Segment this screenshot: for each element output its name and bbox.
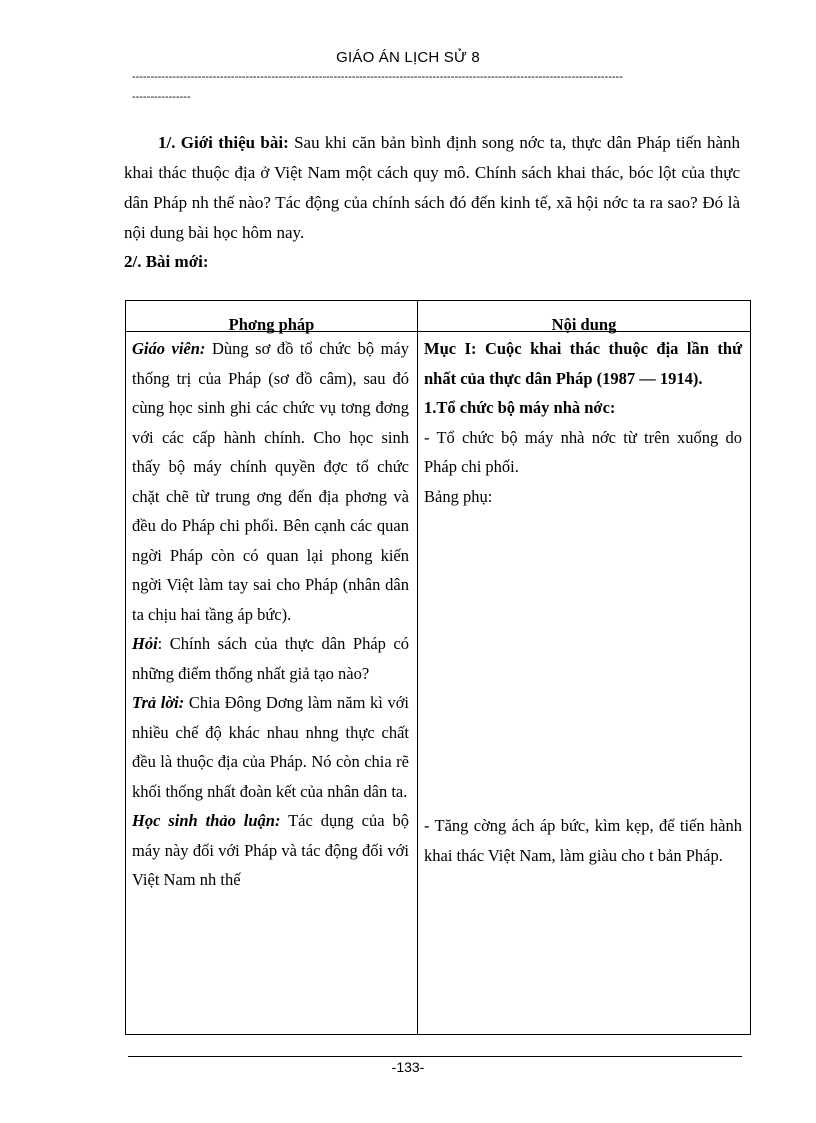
lesson-introduction: [124, 128, 740, 248]
content-cell: [418, 332, 751, 1035]
page-number: -133-: [391, 1059, 425, 1075]
teacher-label: Giáo viên:: [132, 339, 206, 358]
subsection-heading: 1.Tổ chức bộ máy nhà nớc:: [424, 398, 616, 417]
answer-paragraph: [132, 688, 409, 806]
content-bullet: - Tăng cờng ách áp bức, kìm kẹp, để tiến hành khai thác Việt Nam, làm giàu cho t bản Pháp.: [424, 816, 742, 865]
teacher-paragraph: [132, 334, 409, 629]
header-separator-continuation: ----------------: [132, 91, 191, 103]
new-lesson-heading: 2/. Bài mới:: [124, 252, 209, 271]
discussion-label: Học sinh thảo luận:: [132, 811, 281, 830]
answer-text: Chia Đông Dơng làm năm kì với nhiều chế độ khác nhau nhng thực chất đều là thuộc địa của Pháp. Nó còn chia rẽ khối thống nhất đoàn kết của nhân dân ta.: [132, 693, 410, 801]
question-label: Hỏi: [132, 634, 158, 653]
discussion-text: Tác dụng của bộ máy này đối với Pháp và tác động đối với Việt Nam nh thế: [132, 811, 409, 889]
content-bullet: - Tổ chức bộ máy nhà nớc từ trên xuống do Pháp chi phối.: [424, 427, 742, 476]
question-text: : Chính sách của thực dân Pháp có những điểm thống nhất giả tạo nào?: [132, 634, 409, 683]
discussion-paragraph: [132, 806, 409, 895]
answer-label: Trả lời:: [132, 693, 185, 712]
question-paragraph: [132, 629, 409, 688]
blank-space: [424, 511, 742, 811]
section-heading: Mục I: Cuộc khai thác thuộc địa lần thứ nhất của thực dân Pháp (1987 — 1914).: [424, 339, 742, 388]
intro-label: 1/. Giới thiệu bài:: [158, 133, 289, 152]
lesson-table: [125, 300, 751, 1035]
table-header-row: [126, 301, 751, 332]
teacher-text: Dùng sơ đồ tổ chức bộ máy thống trị của Pháp (sơ đồ câm), sau đó cùng học sinh ghi các chức vụ tơng đơng với các cấp hành chính. Cho học sinh thấy bộ máy chính quyền đợc tổ chức chặt chẽ từ trung ơng đến địa phơng và đều do Pháp chi phối. Bên cạnh các quan ngời Pháp còn có quan lại phong kiến ngời Việt làm tay sai cho Pháp (nhân dân ta chịu hai tầng áp bức).: [132, 339, 409, 624]
auxiliary-board-label: Bảng phụ:: [424, 486, 493, 506]
table-row: [126, 332, 751, 1035]
intro-text: Sau khi căn bản bình định song nớc ta, thực dân Pháp tiến hành khai thác thuộc địa ở Việt Nam một cách quy mô. Chính sách khai thác, bóc lột của thực dân Pháp nh thế nào? Tác động của chính sách đó đến kinh tế, xã hội nớc ta ra sao? Đó là nội dung bài học hôm nay.: [124, 133, 740, 242]
header-separator: --------------------------------------------------------------------------------------------------------------------------------------: [132, 71, 623, 83]
method-cell: [126, 332, 418, 1035]
page-header-title: GIÁO ÁN LỊCH SỬ 8: [336, 49, 480, 66]
footer-divider: [128, 1056, 742, 1057]
method-column-header: Phơng pháp: [126, 301, 418, 332]
content-column-header: Nội dung: [418, 301, 751, 332]
